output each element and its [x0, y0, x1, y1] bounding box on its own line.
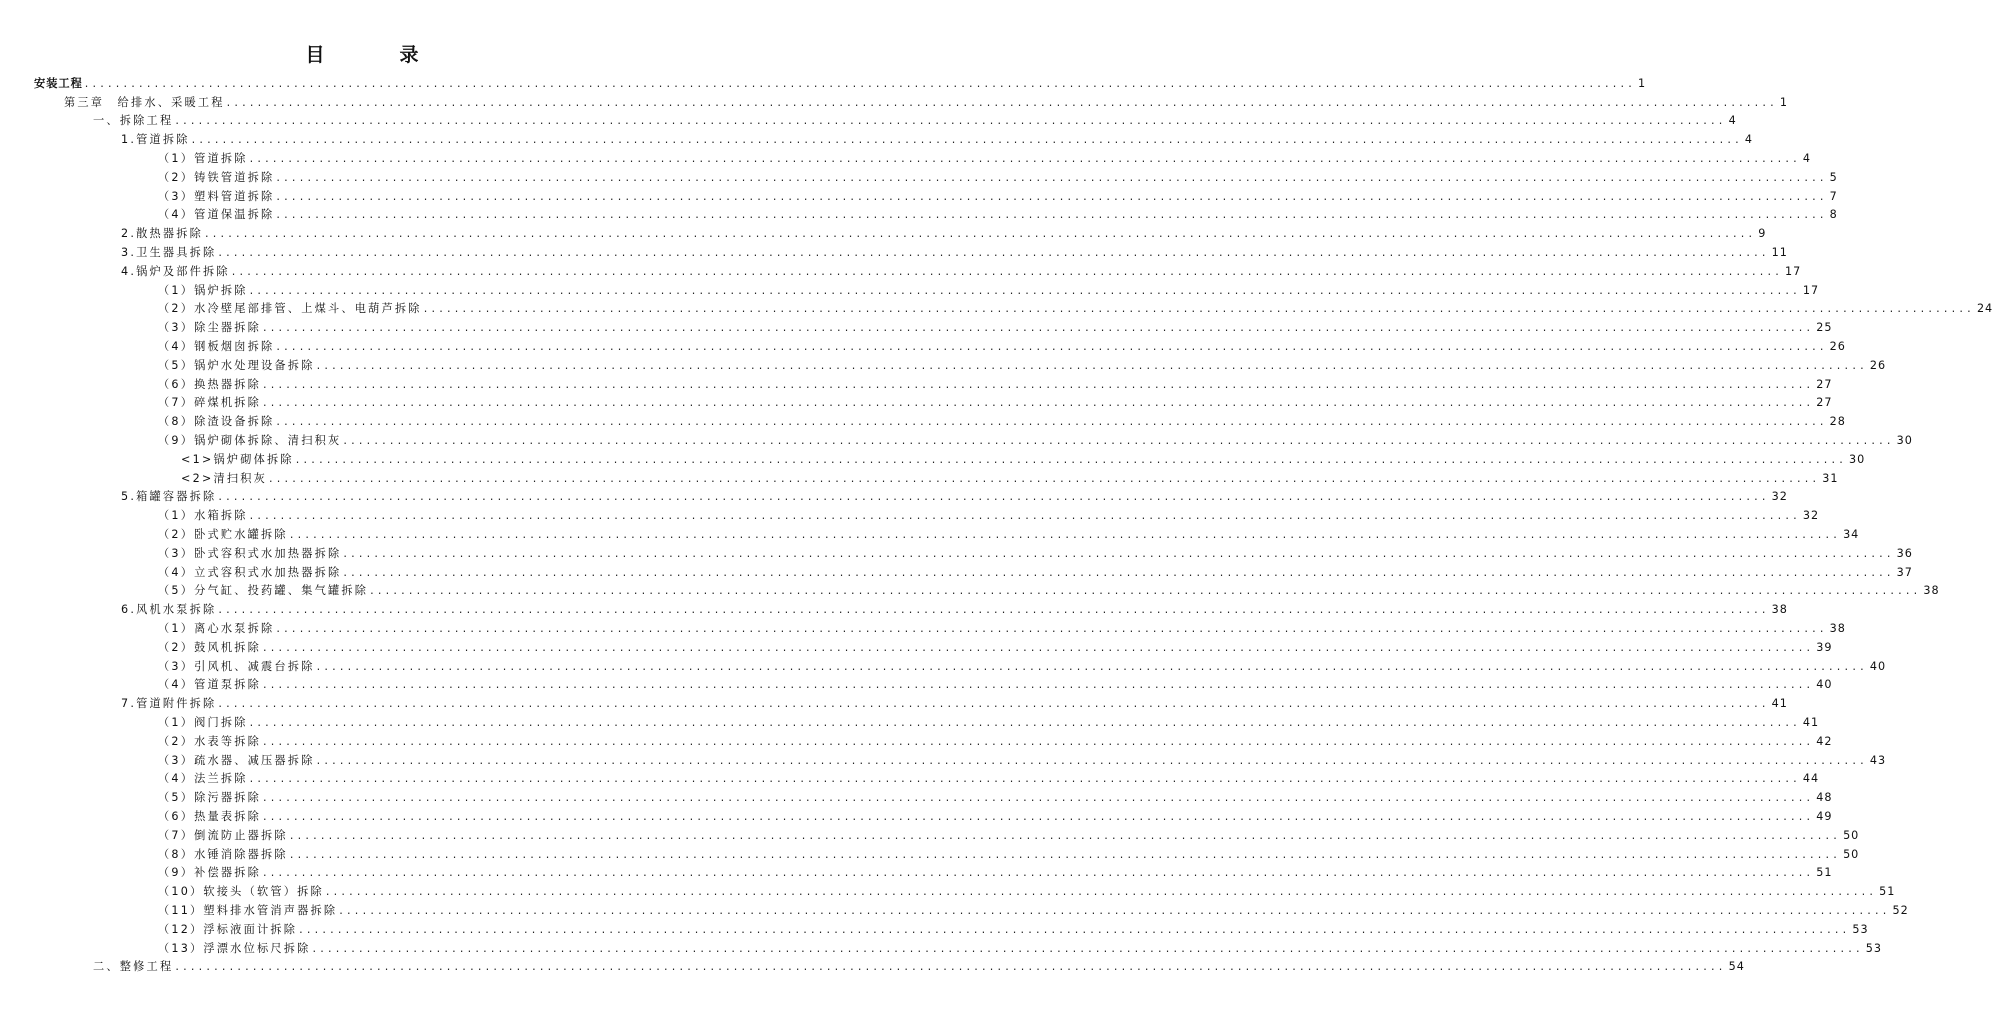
toc-dot-leader: ........................................................................................................................................................................................................ — [263, 377, 1815, 391]
toc-entry-page-number: 50 — [1843, 828, 1860, 842]
toc-entry[interactable] — [0, 241, 1788, 260]
toc-dot-leader: ........................................................................................................................................................................................................ — [218, 245, 1770, 259]
toc-entry[interactable] — [0, 918, 1869, 937]
toc-entry[interactable] — [0, 749, 1887, 768]
toc-entry[interactable] — [0, 410, 1846, 429]
toc-entry-page-number: 39 — [1816, 640, 1833, 654]
toc-entry-page-number: 24 — [1976, 302, 1993, 316]
toc-dot-leader: ........................................................................................................................................................................................................ — [269, 471, 1821, 485]
toc-entry-page-number: 7 — [1829, 189, 1838, 203]
toc-entry[interactable] — [0, 862, 1833, 881]
toc-entry-label: （2）铸铁管道拆除 — [158, 170, 275, 184]
toc-dot-leader: ........................................................................................................................................................................................................ — [175, 114, 1727, 128]
toc-entry-page-number: 28 — [1829, 415, 1846, 429]
toc-entry-label: （3）疏水器、减压器拆除 — [158, 753, 315, 767]
toc-entry-label: （4）钢板烟囱拆除 — [158, 339, 275, 353]
toc-entry-page-number: 8 — [1829, 208, 1838, 222]
toc-dot-leader: ........................................................................................................................................................................................................ — [249, 283, 1801, 297]
toc-entry[interactable] — [0, 335, 1846, 354]
toc-entry-label: <1>锅炉砌体拆除 — [181, 452, 294, 466]
toc-dot-leader: ........................................................................................................................................................................................................ — [289, 847, 1842, 861]
toc-dot-leader: ........................................................................................................................................................................................................ — [218, 697, 1770, 711]
toc-entry-label: （2）水表等拆除 — [158, 734, 262, 748]
toc-entry[interactable] — [0, 222, 1767, 241]
toc-dot-leader: ........................................................................................................................................................................................................ — [249, 772, 1801, 786]
toc-entry-page-number: 53 — [1852, 922, 1869, 936]
toc-entry-label: （10）软接头（软管）拆除 — [158, 885, 324, 899]
toc-entry[interactable] — [0, 72, 1647, 91]
toc-entry-page-number: 1 — [1779, 95, 1789, 109]
toc-entry-page-number: 41 — [1771, 697, 1788, 711]
toc-dot-leader: ........................................................................................................................................................................................................ — [249, 715, 1801, 729]
toc-dot-leader: ........................................................................................................................................................................................................ — [276, 189, 1828, 203]
toc-entry-page-number: 5 — [1829, 170, 1838, 184]
toc-entry[interactable] — [0, 467, 1839, 486]
toc-entry-label: （6）换热器拆除 — [158, 377, 262, 391]
toc-entry-label: （7）碎煤机拆除 — [158, 396, 262, 410]
toc-entry-page-number: 38 — [1923, 584, 1940, 598]
toc-entry-page-number: 26 — [1869, 358, 1887, 372]
toc-entry-page-number: 17 — [1785, 264, 1802, 278]
toc-entry-label: （2）水冷壁尾部排管、上煤斗、电葫芦拆除 — [158, 302, 422, 316]
toc-entry-page-number: 51 — [1816, 866, 1833, 880]
toc-dot-leader: ........................................................................................................................................................................................................ — [299, 922, 1851, 936]
toc-entry-page-number: 36 — [1896, 546, 1913, 560]
toc-entry-label: （9）补偿器拆除 — [158, 866, 262, 880]
toc-entry[interactable] — [0, 655, 1887, 674]
toc-entry[interactable] — [0, 880, 1896, 899]
toc-entry[interactable] — [0, 617, 1846, 636]
toc-entry[interactable] — [0, 204, 1838, 223]
toc-dot-leader: ........................................................................................................................................................................................................ — [249, 509, 1801, 523]
toc-entry-page-number: 30 — [1849, 452, 1866, 466]
toc-dot-leader: ........................................................................................................................................................................................................ — [295, 452, 1848, 466]
toc-entry[interactable] — [0, 373, 1833, 392]
toc-dot-leader: ........................................................................................................................................................................................................ — [231, 264, 1784, 278]
toc-entry[interactable] — [0, 692, 1788, 711]
toc-entry-label: 3.卫生器具拆除 — [121, 245, 217, 259]
toc-entry[interactable] — [0, 448, 1866, 467]
toc-entry-page-number: 9 — [1758, 227, 1767, 241]
toc-entry[interactable] — [0, 147, 1812, 166]
toc-entry-label: （1）锅炉拆除 — [158, 283, 248, 297]
toc-dot-leader: ........................................................................................................................................................................................................ — [175, 960, 1727, 974]
toc-entry-page-number: 49 — [1816, 809, 1833, 823]
toc-entry-page-number: 43 — [1869, 753, 1887, 767]
toc-title: 目 录 — [305, 44, 447, 66]
toc-entry-label: （4）管道泵拆除 — [158, 678, 262, 692]
toc-entry-label: （8）水锤消除器拆除 — [158, 847, 288, 861]
toc-entry[interactable] — [0, 128, 1753, 147]
toc-entry-label: 5.箱罐容器拆除 — [121, 490, 217, 504]
toc-entry-label: （3）卧式容积式水加热器拆除 — [158, 546, 342, 560]
toc-dot-leader: ........................................................................................................................................................................................................ — [263, 640, 1815, 654]
toc-dot-leader: ........................................................................................................................................................................................................ — [263, 866, 1815, 880]
toc-dot-leader: ........................................................................................................................................................................................................ — [218, 490, 1770, 504]
toc-entry-page-number: 40 — [1816, 678, 1833, 692]
toc-dot-leader: ........................................................................................................................................................................................................ — [263, 678, 1815, 692]
toc-entry[interactable] — [0, 504, 1820, 523]
toc-entry-label: （12）浮标液面计拆除 — [158, 922, 298, 936]
toc-dot-leader: ........................................................................................................................................................................................................ — [249, 151, 1801, 165]
toc-entry-label: （2）卧式贮水罐拆除 — [158, 527, 288, 541]
toc-dot-leader: ........................................................................................................................................................................................................ — [316, 358, 1868, 372]
toc-dot-leader: ........................................................................................................................................................................................................ — [339, 903, 1891, 917]
toc-dot-leader: ........................................................................................................................................................................................................ — [370, 584, 1922, 598]
toc-entry-label: <2>清扫积灰 — [181, 471, 268, 485]
toc-entry-label: 6.风机水泵拆除 — [121, 603, 217, 617]
toc-entry-label: （5）分气缸、投药罐、集气罐拆除 — [158, 584, 369, 598]
toc-dot-leader: ........................................................................................................................................................................................................ — [263, 734, 1815, 748]
toc-entry[interactable] — [0, 91, 1789, 110]
toc-entry-page-number: 52 — [1892, 903, 1909, 917]
toc-entry[interactable] — [0, 580, 1940, 599]
toc-entry-label: （3）引风机、减震台拆除 — [158, 659, 315, 673]
toc-dot-leader: ........................................................................................................................................................................................................ — [316, 753, 1868, 767]
toc-entry[interactable] — [0, 598, 1788, 617]
toc-entry-label: （6）热量表拆除 — [158, 809, 262, 823]
toc-entry-page-number: 4 — [1728, 114, 1737, 128]
toc-dot-leader: ........................................................................................................................................................................................................ — [325, 885, 1878, 899]
toc-entry-page-number: 27 — [1816, 377, 1833, 391]
toc-entry-label: 2.散热器拆除 — [121, 227, 204, 241]
toc-entry[interactable] — [0, 354, 1887, 373]
toc-entry[interactable] — [0, 711, 1820, 730]
toc-entry-label: （1）水箱拆除 — [158, 509, 248, 523]
toc-entry-page-number: 11 — [1771, 245, 1788, 259]
toc-dot-leader: ........................................................................................................................................................................................................ — [343, 565, 1895, 579]
toc-entry-label: （4）管道保温拆除 — [158, 208, 275, 222]
toc-entry-page-number: 38 — [1771, 603, 1788, 617]
toc-dot-leader: ........................................................................................................................................................................................................ — [312, 941, 1864, 955]
toc-entry[interactable] — [0, 843, 1860, 862]
toc-entry-page-number: 44 — [1802, 772, 1820, 786]
toc-dot-leader: ........................................................................................................................................................................................................ — [276, 415, 1828, 429]
toc-dot-leader: ........................................................................................................................................................................................................ — [276, 621, 1828, 635]
toc-entry-page-number: 41 — [1802, 715, 1820, 729]
toc-entry-page-number: 50 — [1843, 847, 1860, 861]
toc-entry[interactable] — [0, 561, 1913, 580]
toc-entry-page-number: 30 — [1896, 433, 1913, 447]
toc-entry[interactable] — [0, 805, 1833, 824]
toc-dot-leader: ........................................................................................................................................................................................................ — [226, 95, 1778, 109]
toc-entry-label: （3）除尘器拆除 — [158, 321, 262, 335]
toc-entry-page-number: 26 — [1829, 339, 1846, 353]
toc-entry-page-number: 27 — [1816, 396, 1833, 410]
toc-entry-label: （5）除污器拆除 — [158, 791, 262, 805]
toc-entry-page-number: 17 — [1802, 283, 1820, 297]
toc-entry-page-number: 51 — [1879, 885, 1896, 899]
toc-dot-leader: ........................................................................................................................................................................................................ — [263, 396, 1815, 410]
toc-dot-leader: ........................................................................................................................................................................................................ — [343, 433, 1895, 447]
toc-dot-leader: ........................................................................................................................................................................................................ — [289, 828, 1842, 842]
toc-entry[interactable] — [0, 316, 1833, 335]
toc-entry-label: （3）塑料管道拆除 — [158, 189, 275, 203]
toc-dot-leader: ........................................................................................................................................................................................................ — [276, 339, 1828, 353]
toc-entry-label: 1.管道拆除 — [121, 133, 190, 147]
toc-entry[interactable] — [0, 786, 1833, 805]
toc-dot-leader: ........................................................................................................................................................................................................ — [263, 791, 1815, 805]
toc-entry-label: （4）法兰拆除 — [158, 772, 248, 786]
toc-dot-leader: ........................................................................................................................................................................................................ — [423, 302, 1975, 316]
toc-dot-leader: ........................................................................................................................................................................................................ — [218, 603, 1770, 617]
toc-entry-page-number: 25 — [1816, 321, 1833, 335]
toc-dot-leader: ........................................................................................................................................................................................................ — [289, 527, 1842, 541]
toc-dot-leader: ........................................................................................................................................................................................................ — [205, 227, 1757, 241]
toc-dot-leader: ........................................................................................................................................................................................................ — [191, 133, 1743, 147]
toc-entry-page-number: 54 — [1728, 960, 1745, 974]
toc-dot-leader: ........................................................................................................................................................................................................ — [84, 76, 1637, 90]
toc-entry-label: （2）鼓风机拆除 — [158, 640, 262, 654]
toc-entry[interactable] — [0, 166, 1838, 185]
toc-dot-leader: ........................................................................................................................................................................................................ — [263, 809, 1815, 823]
toc-entry[interactable] — [0, 636, 1833, 655]
toc-dot-leader: ........................................................................................................................................................................................................ — [276, 170, 1828, 184]
toc-dot-leader: ........................................................................................................................................................................................................ — [263, 321, 1815, 335]
toc-entry-label: （1）离心水泵拆除 — [158, 621, 275, 635]
toc-dot-leader: ........................................................................................................................................................................................................ — [343, 546, 1895, 560]
toc-entry-label: （1）管道拆除 — [158, 151, 248, 165]
toc-entry-page-number: 40 — [1869, 659, 1887, 673]
toc-entry-label: 一、拆除工程 — [93, 114, 174, 128]
toc-entry-label: 二、整修工程 — [93, 960, 174, 974]
toc-dot-leader: ........................................................................................................................................................................................................ — [276, 208, 1828, 222]
toc-entry-page-number: 32 — [1771, 490, 1788, 504]
toc-entry-page-number: 31 — [1822, 471, 1839, 485]
toc-entry-page-number: 53 — [1865, 941, 1883, 955]
toc-entry[interactable] — [0, 298, 1993, 317]
toc-entry[interactable] — [0, 260, 1802, 279]
toc-entry[interactable] — [0, 392, 1833, 411]
toc-entry-page-number: 42 — [1816, 734, 1833, 748]
toc-entry-page-number: 48 — [1816, 791, 1833, 805]
toc-entry[interactable] — [0, 768, 1820, 787]
toc-entry-page-number: 32 — [1802, 509, 1820, 523]
toc-entry-page-number: 34 — [1843, 527, 1860, 541]
toc-entry[interactable] — [0, 937, 1883, 956]
toc-entry-label: （11）塑料排水管消声器拆除 — [158, 903, 338, 917]
toc-entry[interactable] — [0, 185, 1838, 204]
toc-entry-page-number: 4 — [1802, 151, 1812, 165]
toc-entry[interactable] — [0, 486, 1788, 505]
toc-dot-leader: ........................................................................................................................................................................................................ — [316, 659, 1868, 673]
toc-entry[interactable] — [0, 824, 1860, 843]
toc-entry[interactable] — [0, 730, 1833, 749]
toc-entry-page-number: 4 — [1744, 133, 1753, 147]
toc-entry-label: 4.锅炉及部件拆除 — [121, 264, 230, 278]
toc-entry[interactable] — [0, 956, 1745, 975]
toc-entry-page-number: 1 — [1638, 76, 1647, 90]
toc-entry-label: （7）倒流防止器拆除 — [158, 828, 288, 842]
toc-entry-label: （1）阀门拆除 — [158, 715, 248, 729]
toc-entry[interactable] — [0, 899, 1909, 918]
toc-entry-label: （9）锅炉砌体拆除、清扫积灰 — [158, 433, 342, 447]
toc-entry[interactable] — [0, 542, 1913, 561]
toc-entry-label: 安装工程 — [34, 76, 83, 90]
toc-entry[interactable] — [0, 523, 1860, 542]
toc-entry-label: （4）立式容积式水加热器拆除 — [158, 565, 342, 579]
toc-entry-label: （5）锅炉水处理设备拆除 — [158, 358, 315, 372]
toc-entry-label: 第三章 给排水、采暖工程 — [64, 95, 225, 109]
toc-entry[interactable] — [0, 674, 1833, 693]
toc-entry-label: 7.管道附件拆除 — [121, 697, 217, 711]
toc-entry[interactable] — [0, 429, 1913, 448]
toc-entry-page-number: 37 — [1896, 565, 1913, 579]
toc-entry[interactable] — [0, 279, 1820, 298]
toc-entry-page-number: 38 — [1829, 621, 1846, 635]
toc-entry[interactable] — [0, 110, 1737, 129]
toc-entry-label: （13）浮漂水位标尺拆除 — [158, 941, 311, 955]
toc-entry-label: （8）除渣设备拆除 — [158, 415, 275, 429]
